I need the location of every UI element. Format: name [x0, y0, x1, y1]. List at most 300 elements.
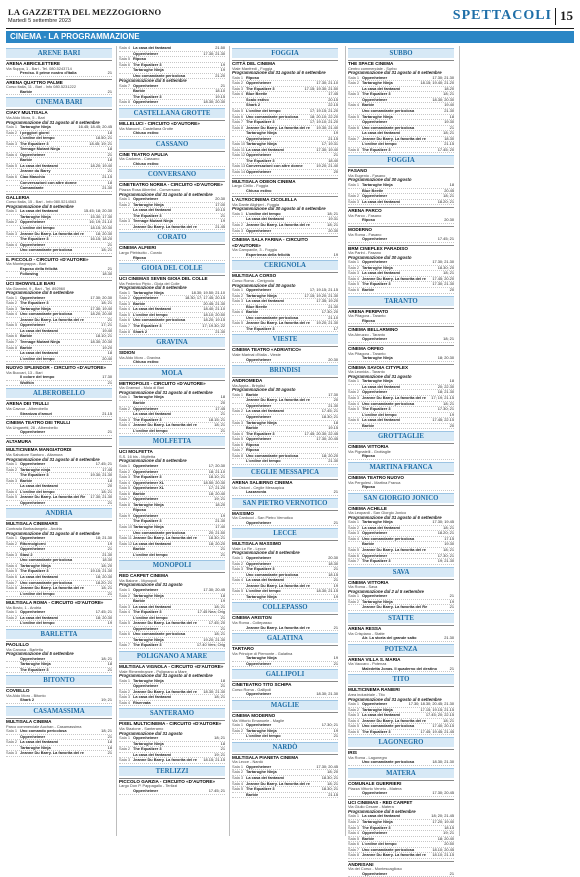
film-showtimes: 18.30	[102, 557, 112, 563]
film-title: Oppenheimer	[362, 96, 388, 102]
film-title: Oppenheimer	[246, 168, 272, 174]
film-screen	[348, 760, 362, 765]
film-showtimes: 17.30; 21	[437, 406, 454, 412]
film-showtimes: 21	[333, 489, 338, 495]
film-title: Jeanne Du Barry. La favorita del re	[246, 320, 310, 326]
film-screen	[232, 734, 246, 739]
cinema-name: ARENA PERIPATO	[348, 308, 454, 315]
film-row	[232, 327, 338, 333]
film-showtimes: 17; 21.20	[208, 485, 225, 491]
film-title: Oppenheimer	[246, 691, 272, 697]
film-title: La casa dei fantasmi	[20, 573, 59, 579]
film-title: Air. La storia del grande salto	[362, 635, 417, 641]
film-screen: Sala 5	[232, 107, 244, 113]
film-title: Lazzaronia	[246, 489, 267, 495]
film-showtimes: 19; 21	[443, 830, 454, 836]
film-screen: Sala 8	[119, 501, 131, 507]
film-showtimes: 18.30; 21.30	[203, 688, 225, 694]
film-showtimes: 21	[449, 665, 454, 671]
film-screen: Sala 11	[119, 535, 132, 541]
film-showtimes: 17.30; 19.40	[316, 146, 338, 152]
film-screen: Sala 7	[348, 558, 360, 564]
film-title: Riposo	[133, 56, 147, 62]
film-showtimes: 19	[333, 582, 338, 588]
cinema-address: Via Aldo Moro, 5 - Bari	[6, 114, 45, 120]
cinema-address: Via Vittorio Emanuele - Maglie	[232, 717, 285, 723]
cinema-address: Via Giannini, 9 - Bari - Tel. 892960	[6, 285, 66, 291]
film-title: Tartarughe Ninja	[133, 201, 164, 207]
film-screen: Sala 5	[232, 436, 244, 442]
issue-date: Martedì 5 settembre 2023	[8, 18, 71, 24]
film-row	[232, 459, 338, 465]
film-showtimes: 21	[449, 870, 454, 876]
film-title: Oppenheimer	[20, 219, 46, 225]
film-screen: Sala 6	[6, 573, 18, 579]
film-showtimes: 21	[220, 683, 225, 689]
film-screen	[232, 656, 246, 661]
film-title: Oppenheimer	[362, 870, 388, 876]
film-showtimes: 18; 21.30	[437, 389, 454, 395]
listing-column-4	[348, 46, 454, 876]
film-title: Jeanne Du Barry. La favorita del re	[133, 422, 197, 428]
film-showtimes: 21	[333, 577, 338, 583]
column-divider	[116, 46, 117, 836]
programme-note: Programmazione dal 5 settembre	[6, 651, 74, 657]
film-row	[6, 501, 112, 507]
film-showtimes: 20	[107, 483, 112, 489]
film-title: Jeanne Du Barry. La favorita del re	[20, 585, 84, 591]
film-row	[119, 131, 225, 137]
film-title: Oppenheimer	[133, 625, 159, 631]
cinema-address: Via Giulio Cesare - Matera	[348, 804, 394, 810]
film-title: Tartarughe Ninja	[362, 706, 393, 712]
film-showtimes: 17.45	[328, 91, 338, 97]
cinema-address: Via Roma - Lagonegro	[348, 754, 388, 760]
film-showtimes: 18; 21	[443, 717, 454, 723]
film-title: La casa dei fantasmi	[246, 408, 285, 414]
film-screen	[232, 692, 246, 697]
film-showtimes: 21	[107, 168, 112, 174]
film-title: La casa dei fantasmi	[362, 524, 401, 530]
film-title: The Equalizer 3	[133, 609, 162, 615]
film-showtimes: 19	[220, 218, 225, 224]
film-screen: Sala 5	[232, 320, 244, 326]
film-showtimes: 18; 21	[443, 270, 454, 276]
film-title: Riservata	[133, 699, 151, 705]
film-screen	[348, 454, 362, 459]
film-title: I peggiori giorni	[20, 129, 50, 135]
cinema-name: CINEMA VITTORIA	[348, 579, 454, 586]
city-heading: POLIGNANO A MARE	[119, 651, 225, 661]
film-title: Uno comandante pericolosa	[246, 571, 299, 577]
film-title: Jeanne Du Barry. La favorita del re	[20, 750, 84, 756]
film-showtimes: 17.45 Nea; Orig	[197, 609, 225, 615]
film-showtimes: 19.40	[102, 327, 112, 333]
film-showtimes: 18.30; 20.30	[203, 99, 225, 105]
film-screen: Sala 2	[348, 524, 360, 530]
film-showtimes: 17.30; 20	[321, 309, 338, 315]
film-title: La casa dei fantasmi	[246, 577, 285, 583]
programme-note: Programmazione dal 31 agosto al 6 settembre	[6, 456, 100, 462]
cinema-name: UCI SHOWVILLE BARI	[6, 280, 112, 287]
cinema-address: Corso Italia, 15 - Bari - Info 080.5214563	[6, 199, 77, 205]
film-showtimes: 18; 20.30	[437, 355, 454, 361]
film-showtimes: 21	[107, 151, 112, 157]
cinema-address: Via Campanile, 3 - Foggia	[232, 247, 277, 253]
film-screen: Sala 2	[348, 389, 360, 395]
film-title: The Equalizer 3	[362, 91, 391, 97]
cinema-name: ANDROMEDA	[232, 377, 338, 384]
film-screen	[348, 319, 362, 324]
film-showtimes	[452, 485, 454, 490]
film-title: Jeanne du Barry	[20, 168, 51, 174]
film-screen: Sala 3	[232, 566, 244, 572]
film-title: Oppenheimer	[20, 546, 46, 552]
film-showtimes: 21	[107, 265, 112, 271]
city-heading: ALBEROBELLO	[6, 388, 112, 398]
film-screen	[348, 218, 362, 223]
film-title: Oppenheimer	[246, 227, 272, 233]
film-screen: Sala 8	[232, 452, 244, 458]
film-showtimes: 18; 21	[214, 735, 225, 741]
film-showtimes: 20.30	[328, 356, 338, 362]
film-row	[232, 358, 338, 364]
film-row	[6, 751, 112, 757]
film-screen	[119, 553, 133, 558]
film-title: Stasi 2	[20, 551, 33, 557]
film-title: L'ordine del tempo	[133, 551, 168, 557]
film-title: Uno comandante pericolosa	[133, 631, 186, 637]
city-heading: GRAVINA	[119, 337, 225, 347]
film-showtimes: 21	[449, 593, 454, 599]
film-title: Oppenheimer	[133, 735, 159, 741]
film-showtimes: 17.30; 20.45	[316, 763, 338, 769]
film-screen: Sala 7	[6, 579, 18, 585]
film-showtimes: 21	[107, 750, 112, 756]
city-heading: MARTINA FRANCA	[348, 462, 454, 472]
cinema-address: Via Dante Alighieri - Foggia	[232, 201, 280, 207]
film-showtimes	[452, 454, 454, 459]
film-screen: Sala 2	[348, 818, 360, 824]
film-title: The Equalizer 3	[133, 323, 162, 329]
film-title: Tartarughe Ninja	[20, 305, 51, 311]
film-title: Comandante	[20, 185, 44, 191]
film-showtimes: 18; 21	[443, 130, 454, 136]
film-title: Uno comandante pericolosa	[246, 113, 299, 119]
cinema-name: PAOLILLO	[6, 641, 112, 648]
film-row	[348, 636, 454, 642]
film-screen	[232, 131, 246, 136]
film-showtimes: 19	[333, 130, 338, 136]
film-screen	[119, 789, 133, 794]
city-heading: NARDÒ	[232, 742, 338, 752]
film-screen	[6, 357, 20, 362]
cinema-address: Via Pitagora - Taranto	[348, 313, 386, 319]
film-title: La casa dei fantasmi	[20, 327, 59, 333]
film-screen	[232, 426, 246, 431]
cinema-name: SIDION	[119, 349, 225, 356]
film-showtimes: 21	[107, 241, 112, 247]
page-number: 15	[555, 8, 573, 25]
film-title: Oppenheimer	[133, 496, 159, 502]
film-title: Teenage Mutant Ninja	[133, 218, 173, 224]
film-showtimes: 21	[220, 212, 225, 218]
cinema-address: Largo Cirillo - Foggia	[232, 183, 269, 189]
film-screen: Sala 5	[348, 406, 360, 412]
film-title: Tartarughe Ninja	[20, 744, 51, 750]
film-row	[348, 454, 454, 460]
film-title: Uno comandante pericolosa	[133, 529, 186, 535]
film-screen: Sala 6	[119, 631, 131, 637]
film-title: Oppenheimer	[362, 593, 388, 599]
film-title: The Equalizer 3	[246, 325, 275, 331]
film-title: Maledetta Jonas. Il quaderno del destino	[362, 665, 438, 671]
city-heading: LECCE	[232, 528, 338, 538]
film-screen: Sala 5	[119, 56, 131, 62]
cinema-address: Viale Marinai d'Italia - Vieste	[232, 352, 281, 358]
cinema-address: Via Canosa - Barletta	[6, 646, 43, 652]
film-title: Barbie	[133, 546, 146, 552]
film-title: The Equalizer 3	[362, 558, 391, 564]
film-title: The Equalizer 3	[246, 430, 275, 436]
film-showtimes: 21.30	[328, 458, 338, 464]
film-showtimes: 19; 21.30	[437, 558, 454, 564]
cinema-address: Viale Rimembranze - Polignano a Mare	[119, 668, 187, 674]
cinema-address: Via Principe di Piemonte - Galatina	[232, 650, 293, 656]
film-title: Uno comando pericolosa	[20, 728, 67, 734]
film-showtimes: 21	[107, 379, 112, 385]
film-row	[232, 662, 338, 668]
film-screen: Sala 1	[6, 535, 18, 541]
film-showtimes: 21	[333, 519, 338, 525]
film-showtimes: 21	[333, 152, 338, 158]
film-title: Chiuso estivo	[246, 187, 272, 193]
film-title: L'ordine del tempo	[246, 210, 281, 216]
cinema-name: TARTARO	[232, 645, 338, 652]
programme-note: Programmazione dal 31 agosto al 6 settembre	[6, 119, 100, 125]
film-title: Blue Beetle	[246, 303, 268, 309]
cinema-address: Via Appia - Brindisi	[232, 382, 265, 388]
film-screen: Sala 5	[348, 547, 360, 553]
film-title: Tartarughe Ninja	[362, 598, 393, 604]
film-title: Blue Beetle	[362, 187, 384, 193]
film-screen	[6, 272, 20, 277]
film-title: The Equalizer 3	[133, 474, 162, 480]
cinema-name: CINEMA TEATRO NUOVO	[348, 474, 454, 481]
film-title: Oppenheimer	[362, 74, 388, 80]
film-screen: Sala 1	[119, 677, 131, 683]
film-showtimes: 18.10; 21	[208, 474, 225, 480]
film-title: Tartarughe Ninja	[20, 213, 51, 219]
film-screen: Sala 4	[119, 306, 131, 312]
film-showtimes: 18; 20; 21.45	[431, 813, 454, 819]
film-showtimes: 21.30	[215, 518, 225, 524]
film-title: La casa dei fantasmi	[246, 774, 285, 780]
cinema-address: Viale Lo Re - Lecce	[232, 545, 266, 551]
cinema-address: Via Marconi - Castellana Grotte	[119, 125, 174, 131]
cinema-address: Via Vaccaro - Potenza	[348, 661, 387, 667]
cinema-address: Via Roma - Fasano	[348, 231, 382, 237]
film-title: Barbie	[362, 541, 375, 547]
cinema-name: ANDRISANI	[348, 861, 454, 868]
city-heading: SAN PIETRO VERNOTICO	[232, 498, 338, 508]
film-screen	[119, 89, 133, 94]
film-screen	[119, 225, 133, 230]
film-showtimes: 18; 20.20	[321, 452, 338, 458]
film-showtimes: 19	[449, 598, 454, 604]
film-title: Conversazioni con altre donne	[20, 179, 77, 185]
film-row	[6, 621, 112, 627]
film-title: Barbie	[362, 102, 375, 108]
film-title: Oppenheimer	[133, 468, 159, 474]
film-title: Tartarughe Ninja	[362, 519, 393, 525]
film-screen	[119, 429, 133, 434]
city-heading: BITONTO	[6, 675, 112, 685]
film-showtimes: 18; 21	[443, 524, 454, 530]
film-title: Jeanne Du Barry. La favorita del re	[20, 316, 84, 322]
film-screen: Sala 2	[119, 201, 131, 207]
film-title: Chiuso estivo	[133, 160, 159, 166]
film-showtimes: 19.30	[444, 541, 454, 547]
film-screen: Sala 3	[119, 416, 131, 422]
film-title: La casa dei fantasmi	[133, 207, 172, 213]
film-title: Oppenheimer	[20, 535, 46, 541]
film-title: Ciao Maschio	[20, 173, 46, 179]
film-title: Stranizza d'amuri	[20, 410, 53, 416]
film-screen	[6, 662, 20, 667]
film-showtimes: 20.30	[215, 196, 225, 202]
film-showtimes: 17.30; 21.10	[316, 80, 338, 86]
film-row	[232, 229, 338, 235]
cinema-address: Corso Italia, 11 - Bari - Info 080.5231222	[6, 84, 77, 90]
film-row	[348, 853, 454, 859]
film-screen: Sala 5	[348, 281, 360, 287]
film-showtimes: 19.20	[102, 344, 112, 350]
cinema-address: Via Pitagora - Taranto	[348, 350, 386, 356]
film-showtimes: 18; 21	[101, 300, 112, 306]
film-title: Oppenheimer	[133, 82, 159, 88]
film-title: Tartarughe Ninja	[362, 264, 393, 270]
listing-column-5	[462, 46, 574, 836]
cinema-name: MILLELUCI - CIRCUITO «D'AUTORE»	[119, 120, 225, 127]
film-title: The Equalizer 3	[133, 93, 162, 99]
film-title: The Equalizer 3	[133, 518, 162, 524]
cinema-address: Via Roma - Collepasso	[232, 619, 272, 625]
cinema-name: ARENA RESSA	[348, 625, 454, 632]
cinema-name: PICCOLO GARZIA - CIRCUITO «D'AUTORE»	[119, 778, 225, 785]
film-row	[348, 200, 454, 206]
film-title: Tartarughe Ninja	[133, 636, 164, 642]
film-screen: Sala 7	[232, 119, 244, 125]
film-screen: Sala 1	[232, 74, 244, 80]
film-showtimes: 18.15; 20.30	[90, 224, 112, 230]
film-row	[6, 412, 112, 418]
film-title: Oppenheimer	[20, 241, 46, 247]
cinema-address: Via Salvatore Santoro - Altamura	[6, 451, 63, 457]
film-showtimes: 18	[333, 419, 338, 425]
film-showtimes: 19	[107, 620, 112, 626]
film-screen	[232, 793, 246, 798]
film-showtimes: 17.45; 21	[208, 787, 225, 793]
city-heading: CASTELLANA GROTTE	[119, 108, 225, 118]
film-showtimes: 17; 19.30; 22	[202, 323, 225, 329]
film-showtimes: 21	[107, 70, 112, 76]
film-title: Oppenheimer	[20, 461, 46, 467]
film-screen: Sala 1	[348, 519, 360, 525]
film-screen	[119, 547, 133, 552]
film-title: Conversazioni con altre donne	[246, 163, 303, 169]
film-row	[119, 225, 225, 231]
film-showtimes: 21.30	[102, 185, 112, 191]
film-title: Tartarughe Ninja	[246, 593, 277, 599]
film-showtimes: 18; 20.40	[437, 835, 454, 841]
film-showtimes: 18.10; 21.15	[432, 852, 454, 858]
film-title: Oppenheimer	[246, 722, 272, 728]
film-screen: Sala 4	[6, 241, 18, 247]
film-title: Barbie	[20, 333, 33, 339]
film-screen	[348, 120, 362, 125]
film-screen: Sala 6	[348, 287, 360, 293]
film-title: Riposo	[362, 217, 376, 223]
film-title: L'ordine del tempo	[246, 733, 281, 739]
film-showtimes: 19	[220, 598, 225, 604]
film-showtimes: 21	[220, 411, 225, 417]
film-title: Uno comandante pericolosa	[362, 846, 415, 852]
cinema-address: Largo Don P. Pappagallo - Terlizzi	[119, 783, 178, 789]
film-title: Jeanne Du Barry. La favorita del re	[133, 620, 197, 626]
film-row	[232, 490, 338, 496]
cinema-name: CINEMA TEATRO «ADRIATICO»	[232, 346, 338, 353]
film-title: La casa dei fantasmi	[362, 417, 401, 423]
city-heading: BARLETTA	[6, 629, 112, 639]
film-screen: Sala 6	[348, 552, 360, 558]
film-title: Barbie	[133, 598, 146, 604]
film-screen: Sala 5	[348, 835, 360, 841]
film-title: Oppenheimer XL	[133, 479, 165, 485]
film-showtimes: 17.15; 19.30; 21.50	[304, 85, 338, 91]
programme-note: Programmazione dal 31 agosto al 6 settembre	[232, 70, 326, 76]
film-showtimes: 17; 19; 21.15	[431, 394, 454, 400]
film-showtimes: 18.30; 20.30	[432, 96, 454, 102]
cinema-name: CINEMA BELLARMINO	[348, 326, 454, 333]
film-showtimes: 20; 21.50	[208, 529, 225, 535]
film-screen: Sala 2	[348, 598, 360, 604]
film-title: La casa dei fantasmi	[20, 739, 59, 745]
film-title: Oppenheimer	[362, 236, 388, 242]
film-showtimes: 18; 21	[443, 91, 454, 97]
film-row	[119, 553, 225, 559]
film-screen: Sala 3	[232, 298, 244, 304]
film-showtimes: 18.30; 20.30	[90, 338, 112, 344]
film-title: L'ordine del tempo	[20, 135, 55, 141]
film-screen: Sala 1	[232, 391, 244, 397]
film-row	[6, 71, 112, 77]
cinema-address: Viale Manfredi - Foggia	[232, 65, 273, 71]
film-showtimes: 18.20; 20.40	[90, 311, 112, 317]
film-showtimes: 17; 19.15; 21.20	[309, 107, 338, 113]
film-title: Oppenheimer	[246, 152, 272, 158]
cinema-name: L'ALTROCINEMA CICOLELLA	[232, 196, 338, 203]
film-showtimes	[336, 189, 338, 194]
film-showtimes: 17.30; 20.45	[203, 586, 225, 592]
film-showtimes: 19.31	[328, 216, 338, 222]
cinema-name: GALLERIA	[6, 194, 112, 201]
film-screen: Sala 4	[6, 311, 18, 317]
film-title: Tartarughe Ninja	[20, 562, 51, 568]
film-showtimes: 21.15	[444, 141, 454, 147]
city-heading: GALATINA	[232, 633, 338, 643]
film-showtimes: 18.30	[444, 135, 454, 141]
